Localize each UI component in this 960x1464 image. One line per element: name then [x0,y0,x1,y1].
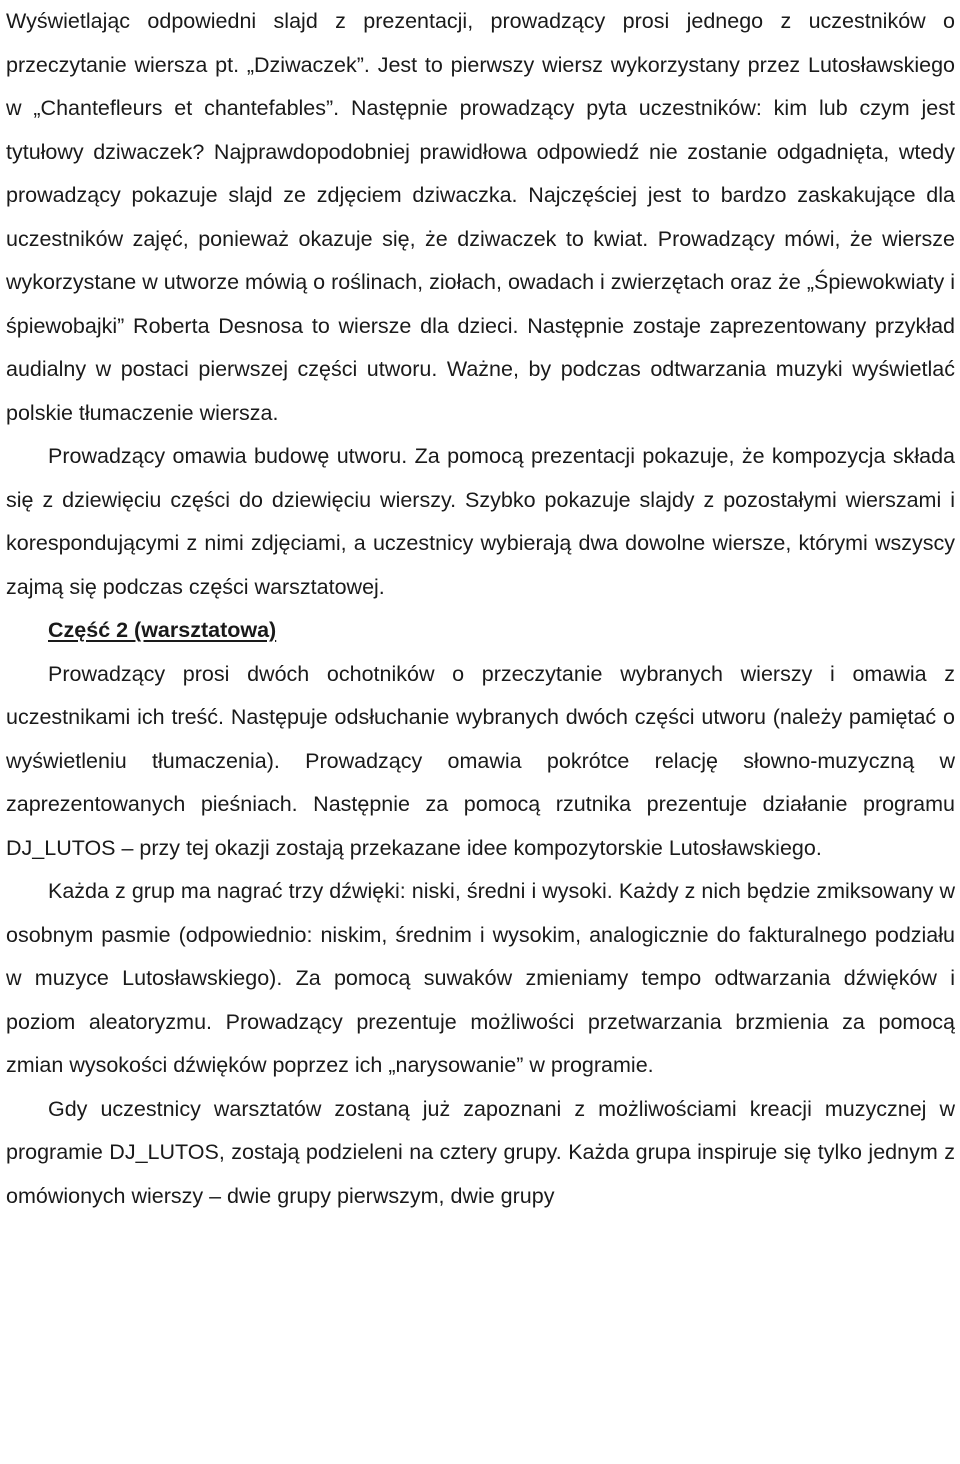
section-heading: Część 2 (warsztatowa) [48,618,277,642]
paragraph-dziwaczek-intro: Wyświetlając odpowiedni slajd z prezentacji, prowadzący prosi jednego z uczestników o przeczytanie wiersza pt. „Dziwaczek”. Jest to pierwszy wiersz wykorzystany przez Lutosławskiego w „Chantefleurs et chantefables”. Następnie prowadzący pyta uczestników: kim lub czym jest tytułowy dziwaczek? Najprawdopodobniej prawidłowa odpowiedź nie zostanie odgadnięta, wtedy prowadzący pokazuje slajd ze zdjęciem dziwaczka. Najczęściej jest to bardzo zaskakujące dla uczestników zajęć, ponieważ okazuje się, że dziwaczek to kwiat. Prowadzący mówi, że wiersze wykorzystane w utworze mówią o roślinach, ziołach, owadach i zwierzętach oraz że „Śpiewokwiaty i śpiewobajki” Roberta Desnosa to wiersze dla dzieci. Następnie zostaje zaprezentowany przykład audialny w postaci pierwszej części utworu. Ważne, by podczas odtwarzania muzyki wyświetlać polskie tłumaczenie wiersza. [6,9,955,425]
paragraph-groups-division: Gdy uczestnicy warsztatów zostaną już zapoznani z możliwościami kreacji muzycznej w programie DJ_LUTOS, zostają podzieleni na cztery grupy. Każda grupa inspiruje się tylko jednym z omówionych wierszy – dwie grupy pierwszym, dwie grupy [6,1096,955,1208]
document-page [6,0,955,1218]
paragraph-group-sounds: Każda z grup ma nagrać trzy dźwięki: niski, średni i wysoki. Każdy z nich będzie zmiksowany w osobnym pasmie (odpowiednio: niskim, średnim i wysokim, analogicznie do fakturalnego podziału w muzyce Lutosławskiego). Za pomocą suwaków zmieniamy tempo odtwarzania dźwięków i poziom aleatoryzmu. Prowadzący prezentuje możliwości przetwarzania brzmienia za pomocą zmian wysokości dźwięków poprzez ich „narysowanie” w programie. [6,879,955,1077]
paragraph-work-structure: Prowadzący omawia budowę utworu. Za pomocą prezentacji pokazuje, że kompozycja składa się z dziewięciu części do dziewięciu wierszy. Szybko pokazuje slajdy z pozostałymi wierszami i korespondującymi z nimi zdjęciami, a uczestnicy wybierają dwa dowolne wiersze, którymi wszyscy zajmą się podczas części warsztatowej. [6,444,955,599]
paragraph-volunteers: Prowadzący prosi dwóch ochotników o przeczytanie wybranych wierszy i omawia z uczestnikami ich treść. Następuje odsłuchanie wybranych dwóch części utworu (należy pamiętać o wyświetleniu tłumaczenia). Prowadzący omawia pokrótce relację słowno-muzyczną w zaprezentowanych pieśniach. Następnie za pomocą rzutnika prezentuje działanie programu DJ_LUTOS – przy tej okazji zostają przekazane idee kompozytorskie Lutosławskiego. [6,661,955,860]
